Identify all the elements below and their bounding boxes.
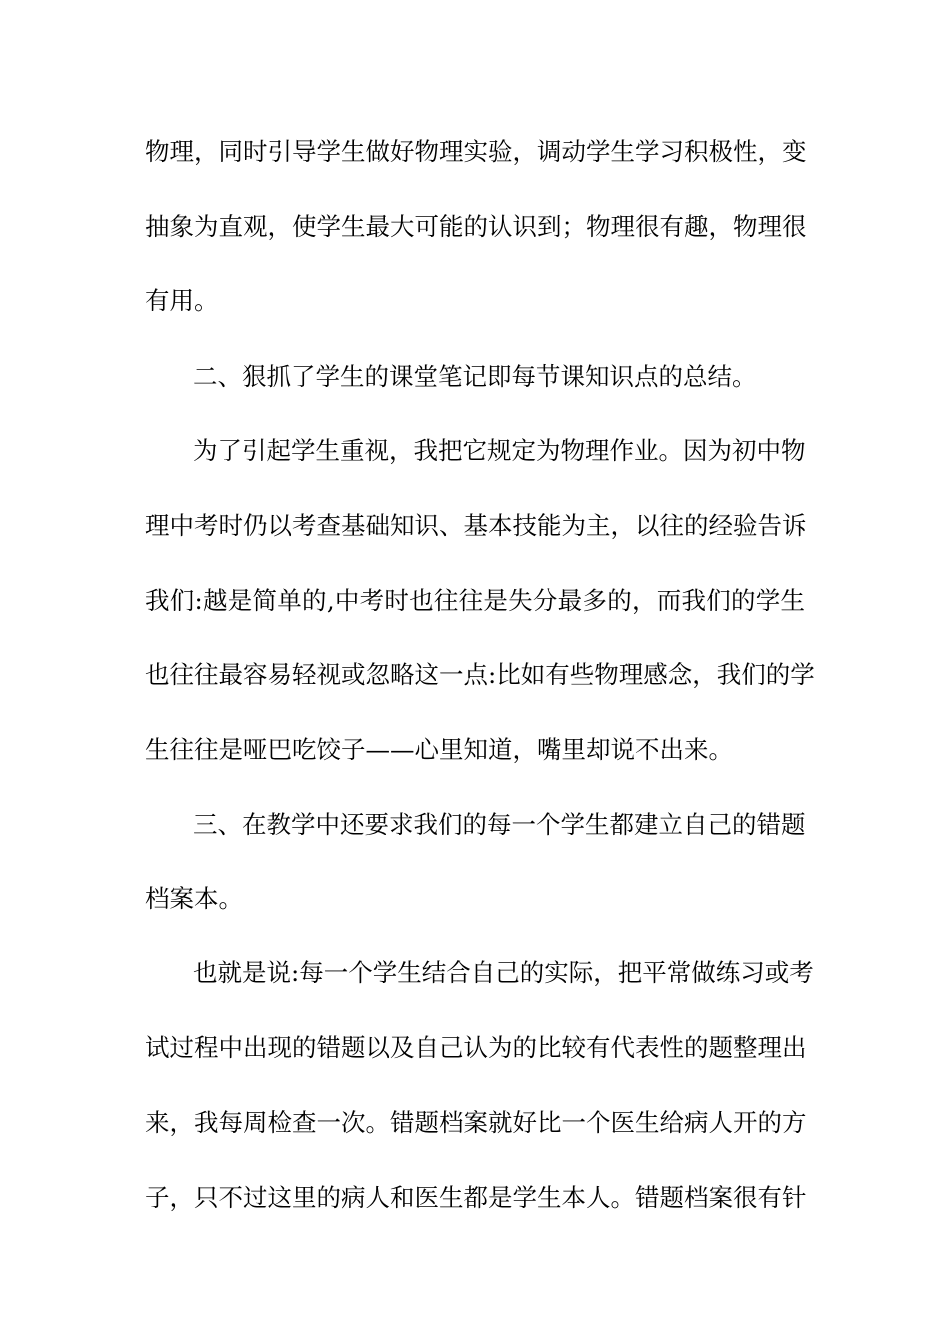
text-line-5: 为了引起学生重视，我把它规定为物理作业。因为初中物 <box>193 436 806 465</box>
text-line-6: 理中考时仍以考查基础知识、基本技能为主，以往的经验告诉 <box>145 511 807 540</box>
text-line-2: 抽象为直观，使学生最大可能的认识到；物理很有趣，物理很 <box>145 212 807 241</box>
text-line-3: 有用。 <box>145 286 219 315</box>
text-line-8: 也往往最容易轻视或忽略这一点:比如有些物理感念，我们的学 <box>145 660 815 689</box>
text-line-14: 来，我每周检查一次。错题档案就好比一个医生给病人开的方 <box>145 1108 807 1137</box>
text-line-15: 子，只不过这里的病人和医生都是学生本人。错题档案很有针 <box>145 1183 807 1212</box>
text-line-1: 物理，同时引导学生做好物理实验，调动学生学习积极性，变 <box>145 137 807 166</box>
text-line-7: 我们:越是简单的,中考时也往往是失分最多的，而我们的学生 <box>145 586 805 615</box>
section-heading-2: 二、狠抓了学生的课堂笔记即每节课知识点的总结。 <box>193 362 757 391</box>
text-line-13: 试过程中出现的错题以及自己认为的比较有代表性的题整理出 <box>145 1033 807 1062</box>
text-line-11: 档案本。 <box>145 884 243 913</box>
text-line-9: 生往往是哑巴吃饺子——心里知道，嘴里却说不出来。 <box>145 735 733 764</box>
text-line-12: 也就是说:每一个学生结合自己的实际，把平常做练习或考 <box>193 958 814 987</box>
section-heading-3: 三、在教学中还要求我们的每一个学生都建立自己的错题 <box>193 810 806 839</box>
